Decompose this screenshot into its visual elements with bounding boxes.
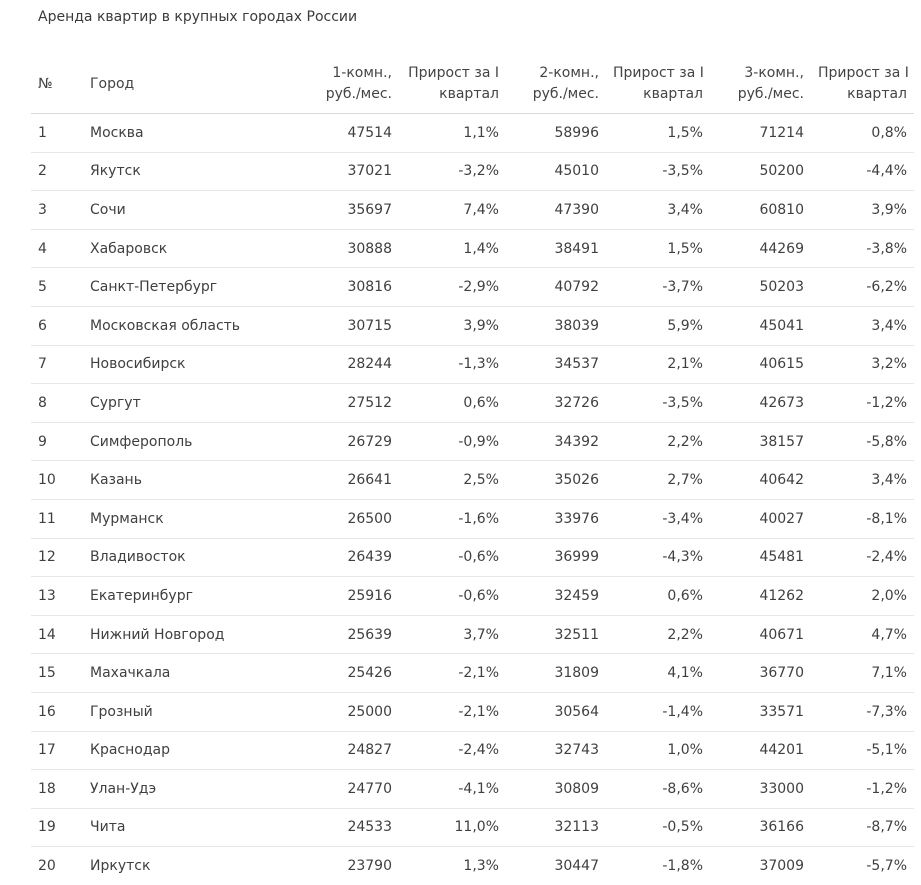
cell-rent-2room: 38491 <box>506 229 606 268</box>
table-row <box>31 461 914 500</box>
cell-growth-1room: 1,1% <box>399 114 506 153</box>
table-row <box>31 422 914 461</box>
cell-rent-3room: 50200 <box>710 152 811 191</box>
cell-growth-1room: -2,9% <box>399 268 506 307</box>
cell-rent-1room: 26641 <box>289 461 399 500</box>
cell-growth-3room: 3,9% <box>811 191 914 230</box>
cell-growth-3room: 3,2% <box>811 345 914 384</box>
cell-num: 2 <box>31 152 83 191</box>
table-row <box>31 808 914 847</box>
cell-city: Махачкала <box>83 654 289 693</box>
cell-city: Москва <box>83 114 289 153</box>
cell-rent-2room: 35026 <box>506 461 606 500</box>
cell-growth-2room: -8,6% <box>606 770 710 809</box>
cell-growth-3room: 0,8% <box>811 114 914 153</box>
cell-city: Екатеринбург <box>83 577 289 616</box>
cell-city: Сочи <box>83 191 289 230</box>
cell-growth-3room: -5,7% <box>866 858 907 875</box>
cell-rent-2room: 32743 <box>506 731 606 770</box>
cell-growth-2room: -1,4% <box>606 692 710 731</box>
cell-rent-3room: 45041 <box>710 306 811 345</box>
cell-city: Мурманск <box>83 499 289 538</box>
cell-growth-2room: 0,6% <box>606 577 710 616</box>
cell-rent-3room: 37009 <box>759 858 804 875</box>
cell-rent-2room: 32459 <box>506 577 606 616</box>
cell-num: 17 <box>31 731 83 770</box>
cell-city: Сургут <box>83 384 289 423</box>
cell-city: Казань <box>83 461 289 500</box>
cell-growth-3room: -5,8% <box>811 422 914 461</box>
cell-rent-1room: 26500 <box>289 499 399 538</box>
cell-num: 20 <box>38 858 56 875</box>
cell-growth-2room: 1,0% <box>606 731 710 770</box>
cell-rent-3room: 45481 <box>710 538 811 577</box>
cell-growth-1room: -3,2% <box>399 152 506 191</box>
cell-rent-1room: 37021 <box>289 152 399 191</box>
cell-rent-3room: 44269 <box>710 229 811 268</box>
cell-rent-3room: 40027 <box>710 499 811 538</box>
cell-growth-3room: 3,4% <box>811 461 914 500</box>
cell-growth-1room: -2,4% <box>399 731 506 770</box>
cell-growth-3room: -1,2% <box>811 770 914 809</box>
cell-growth-1room: -2,1% <box>399 654 506 693</box>
table-row <box>31 615 914 654</box>
cell-rent-2room: 58996 <box>506 114 606 153</box>
cell-growth-3room: -2,4% <box>811 538 914 577</box>
cell-num: 18 <box>31 770 83 809</box>
cell-growth-1room: 7,4% <box>399 191 506 230</box>
cell-num: 16 <box>31 692 83 731</box>
cell-rent-3room: 44201 <box>710 731 811 770</box>
cell-num: 15 <box>31 654 83 693</box>
cell-num: 7 <box>31 345 83 384</box>
cell-rent-1room: 27512 <box>289 384 399 423</box>
cell-growth-3room: 3,4% <box>811 306 914 345</box>
cell-growth-2room: 5,9% <box>606 306 710 345</box>
cell-growth-2room: 1,5% <box>606 229 710 268</box>
cell-city: Хабаровск <box>83 229 289 268</box>
cell-rent-1room: 24827 <box>289 731 399 770</box>
table-row <box>31 847 914 885</box>
cell-growth-1room: 3,9% <box>399 306 506 345</box>
cell-rent-1room: 23790 <box>347 858 392 875</box>
cell-rent-3room: 41262 <box>710 577 811 616</box>
cell-rent-3room: 38157 <box>710 422 811 461</box>
cell-growth-2room: 4,1% <box>606 654 710 693</box>
table-title: Аренда квартир в крупных городах России <box>38 9 358 25</box>
cell-rent-2room: 34392 <box>506 422 606 461</box>
table-row <box>31 268 914 307</box>
cell-growth-2room: -0,5% <box>606 808 710 847</box>
cell-city: Улан-Удэ <box>83 770 289 809</box>
cell-growth-3room: -7,3% <box>811 692 914 731</box>
cell-num: 9 <box>31 422 83 461</box>
cell-rent-3room: 42673 <box>710 384 811 423</box>
table-row <box>31 384 914 423</box>
cell-growth-2room: 2,2% <box>606 422 710 461</box>
cell-city: Иркутск <box>90 858 151 875</box>
cell-growth-3room: 4,7% <box>811 615 914 654</box>
table-row <box>31 731 914 770</box>
cell-num: 6 <box>31 306 83 345</box>
cell-growth-2room: 1,5% <box>606 114 710 153</box>
cell-rent-1room: 26729 <box>289 422 399 461</box>
cell-rent-1room: 24533 <box>289 808 399 847</box>
cell-growth-2room: 2,1% <box>606 345 710 384</box>
cell-num: 19 <box>31 808 83 847</box>
header-rent-2room: 2-комн., руб./мес. <box>506 55 606 114</box>
table-row <box>31 538 914 577</box>
header-growth-3room: Прирост за I квартал <box>811 55 914 114</box>
cell-num: 8 <box>31 384 83 423</box>
cell-rent-1room: 47514 <box>289 114 399 153</box>
table-row <box>31 152 914 191</box>
cell-num: 1 <box>31 114 83 153</box>
cell-growth-2room: 2,2% <box>606 615 710 654</box>
table-row <box>31 770 914 809</box>
cell-growth-1room: -1,3% <box>399 345 506 384</box>
cell-rent-1room: 35697 <box>289 191 399 230</box>
cell-num: 4 <box>31 229 83 268</box>
cell-growth-2room: -1,8% <box>662 858 703 875</box>
cell-rent-1room: 28244 <box>289 345 399 384</box>
header-rent-3room: 3-комн., руб./мес. <box>710 55 811 114</box>
header-growth-1room: Прирост за I квартал <box>399 55 506 114</box>
cell-city: Новосибирск <box>83 345 289 384</box>
cell-growth-3room: 2,0% <box>811 577 914 616</box>
cell-rent-3room: 40671 <box>710 615 811 654</box>
cell-city: Нижний Новгород <box>83 615 289 654</box>
cell-rent-1room: 24770 <box>289 770 399 809</box>
cell-growth-1room: -2,1% <box>399 692 506 731</box>
cell-city: Владивосток <box>83 538 289 577</box>
rent-table <box>31 55 914 885</box>
header-city: Город <box>83 55 289 114</box>
cell-rent-2room: 32511 <box>506 615 606 654</box>
cell-rent-2room: 47390 <box>506 191 606 230</box>
cell-growth-3room: -6,2% <box>811 268 914 307</box>
cell-growth-1room: 2,5% <box>399 461 506 500</box>
cell-rent-1room: 26439 <box>289 538 399 577</box>
cell-rent-2room: 30447 <box>554 858 599 875</box>
cell-growth-1room: 0,6% <box>399 384 506 423</box>
cell-rent-2room: 34537 <box>506 345 606 384</box>
cell-growth-2room: 2,7% <box>606 461 710 500</box>
table-row <box>31 306 914 345</box>
cell-rent-2room: 32113 <box>506 808 606 847</box>
cell-rent-1room: 25639 <box>289 615 399 654</box>
table-row <box>31 577 914 616</box>
cell-city: Московская область <box>83 306 289 345</box>
cell-growth-2room: 3,4% <box>606 191 710 230</box>
cell-rent-2room: 38039 <box>506 306 606 345</box>
cell-growth-1room: -0,9% <box>399 422 506 461</box>
cell-rent-2room: 36999 <box>506 538 606 577</box>
cell-growth-1room: 11,0% <box>399 808 506 847</box>
cell-rent-2room: 33976 <box>506 499 606 538</box>
cell-growth-1room: 1,3% <box>463 858 499 875</box>
cell-rent-1room: 25000 <box>289 692 399 731</box>
cell-rent-1room: 25426 <box>289 654 399 693</box>
cell-rent-3room: 36770 <box>710 654 811 693</box>
cell-rent-1room: 30888 <box>289 229 399 268</box>
cell-rent-2room: 31809 <box>506 654 606 693</box>
cell-growth-2room: -4,3% <box>606 538 710 577</box>
cell-growth-3room: 7,1% <box>811 654 914 693</box>
table-row <box>31 692 914 731</box>
cell-growth-2room: -3,5% <box>606 384 710 423</box>
cell-growth-3room: -8,1% <box>811 499 914 538</box>
header-rent-1room: 1-комн., руб./мес. <box>289 55 399 114</box>
cell-rent-3room: 40642 <box>710 461 811 500</box>
cell-growth-1room: -4,1% <box>399 770 506 809</box>
cell-growth-3room: -4,4% <box>811 152 914 191</box>
table-row <box>31 345 914 384</box>
cell-growth-1room: 3,7% <box>399 615 506 654</box>
cell-rent-1room: 30715 <box>289 306 399 345</box>
header-row <box>31 55 914 114</box>
cell-rent-3room: 50203 <box>710 268 811 307</box>
cell-city: Краснодар <box>83 731 289 770</box>
cell-growth-2room: -3,7% <box>606 268 710 307</box>
header-growth-2room: Прирост за I квартал <box>606 55 710 114</box>
cell-city: Санкт-Петербург <box>83 268 289 307</box>
cell-growth-3room: -1,2% <box>811 384 914 423</box>
cell-rent-3room: 33000 <box>710 770 811 809</box>
cell-city: Якутск <box>83 152 289 191</box>
header-num: № <box>31 55 83 114</box>
cell-num: 14 <box>31 615 83 654</box>
cell-rent-1room: 30816 <box>289 268 399 307</box>
table-row <box>31 191 914 230</box>
cell-rent-2room: 30564 <box>506 692 606 731</box>
cell-growth-1room: -1,6% <box>399 499 506 538</box>
cell-growth-3room: -3,8% <box>811 229 914 268</box>
cell-num: 12 <box>31 538 83 577</box>
cell-growth-3room: -8,7% <box>811 808 914 847</box>
cell-growth-2room: -3,4% <box>606 499 710 538</box>
cell-rent-2room: 30809 <box>506 770 606 809</box>
cell-growth-2room: -3,5% <box>606 152 710 191</box>
cell-rent-3room: 71214 <box>710 114 811 153</box>
cell-growth-3room: -5,1% <box>811 731 914 770</box>
cell-growth-1room: 1,4% <box>399 229 506 268</box>
cell-city: Чита <box>83 808 289 847</box>
cell-rent-3room: 36166 <box>710 808 811 847</box>
cell-rent-2room: 32726 <box>506 384 606 423</box>
cell-city: Грозный <box>83 692 289 731</box>
cell-num: 3 <box>31 191 83 230</box>
cell-rent-2room: 45010 <box>506 152 606 191</box>
table-row <box>31 654 914 693</box>
cell-rent-3room: 40615 <box>710 345 811 384</box>
cell-growth-1room: -0,6% <box>399 577 506 616</box>
table-row <box>31 229 914 268</box>
table-row <box>31 499 914 538</box>
table-row <box>31 114 914 153</box>
cell-num: 10 <box>31 461 83 500</box>
cell-num: 11 <box>31 499 83 538</box>
cell-rent-2room: 40792 <box>506 268 606 307</box>
cell-rent-3room: 60810 <box>710 191 811 230</box>
cell-rent-3room: 33571 <box>710 692 811 731</box>
cell-rent-1room: 25916 <box>289 577 399 616</box>
cell-num: 5 <box>31 268 83 307</box>
cell-city: Симферополь <box>83 422 289 461</box>
cell-num: 13 <box>31 577 83 616</box>
cell-growth-1room: -0,6% <box>399 538 506 577</box>
